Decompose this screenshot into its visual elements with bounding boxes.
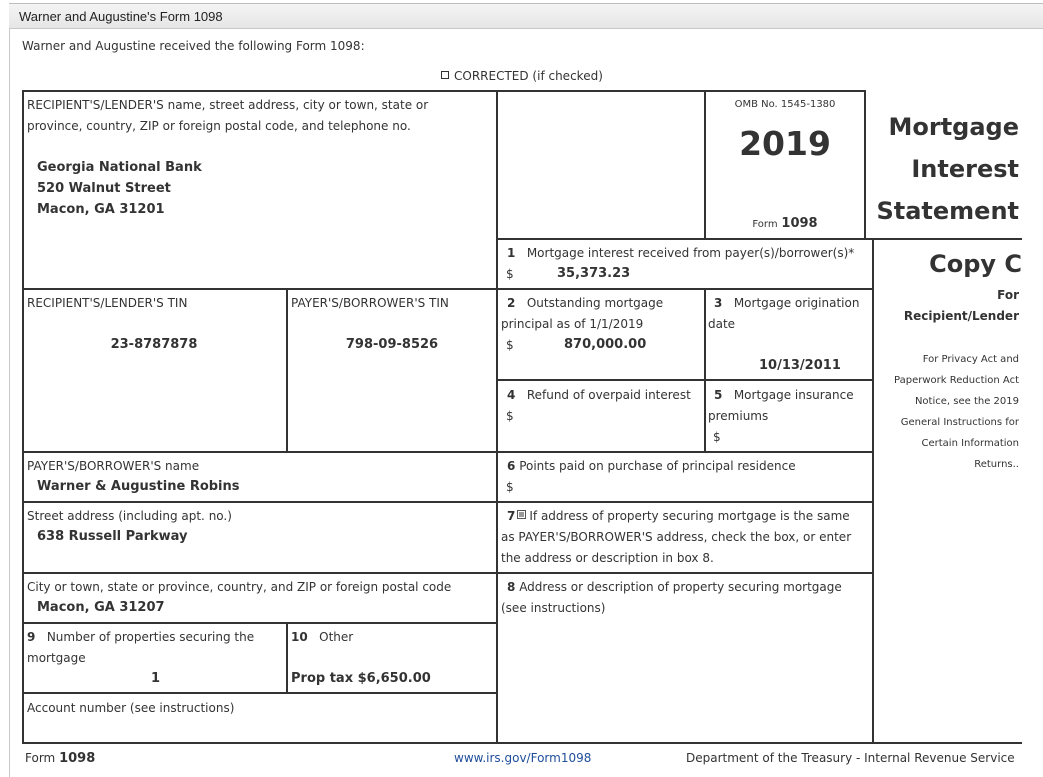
footer-department: Department of the Treasury - Internal Revenue Service — [686, 751, 1015, 765]
box1-value: 35,373.23 — [557, 266, 631, 281]
box8-number: 8 — [507, 580, 516, 594]
notice-line5: Certain Information — [921, 438, 1019, 449]
recipient-label-line1: RECIPIENT'S/LENDER'S name, street address, city or town, state or — [27, 98, 429, 112]
box2-dollar: $ — [506, 338, 514, 352]
box10-number: 10 — [291, 630, 308, 644]
city-state-label: City or town, state or province, country, and ZIP or foreign postal code — [27, 580, 452, 594]
payer-name-value: Warner & Augustine Robins — [37, 479, 240, 494]
box10-label — [291, 627, 353, 648]
account-number-label: Account number (see instructions) — [27, 701, 235, 715]
payer-name-label: PAYER'S/BORROWER'S name — [27, 459, 200, 473]
box6-label — [507, 456, 796, 477]
box7-number: 7 — [507, 509, 516, 523]
box2-text-line2: principal as of 1/1/2019 — [501, 317, 644, 331]
box1-dollar: $ — [506, 267, 514, 281]
box5-number: 5 — [714, 388, 723, 402]
box6-dollar: $ — [506, 480, 514, 494]
recipient-name: Georgia National Bank — [37, 160, 202, 175]
recipient-tin-value: 23-8787878 — [110, 337, 198, 352]
notice-line1: For Privacy Act and — [922, 354, 1019, 365]
copy-recipient: Recipient/Lender — [903, 309, 1019, 323]
box10-text: Other — [319, 630, 354, 644]
irs-form-link[interactable]: www.irs.gov/Form1098 — [454, 751, 592, 765]
recipient-street: 520 Walnut Street — [37, 181, 171, 196]
box7-line1: If address of property securing mortgage is the same — [529, 509, 850, 523]
recipient-label-line2: province, country, ZIP or foreign postal code, and telephone no. — [27, 119, 411, 133]
box7-line2: as PAYER'S/BORROWER'S address, check the box, or enter — [501, 530, 852, 544]
box7-label — [507, 506, 850, 527]
box3-text-line2: date — [708, 317, 736, 331]
box9-value: 1 — [151, 671, 161, 686]
box10-value: Prop tax $6,650.00 — [291, 671, 431, 686]
box9-text-line2: mortgage — [27, 651, 86, 665]
form-title-line3: Statement — [876, 197, 1019, 225]
notice-line6: Returns.. — [974, 459, 1019, 470]
form-title-line1: Mortgage — [888, 113, 1019, 141]
payer-tin-label: PAYER'S/BORROWER'S TIN — [291, 296, 449, 310]
box6-number: 6 — [507, 459, 516, 473]
intro-text: Warner and Augustine received the following Form 1098: — [22, 39, 365, 53]
box5-label — [714, 385, 854, 406]
box4-text: Refund of overpaid interest — [526, 388, 691, 402]
copy-title: Copy C — [929, 250, 1022, 278]
payer-tin-value: 798-09-8526 — [345, 337, 439, 352]
box2-text-line1: Outstanding mortgage — [526, 296, 664, 310]
window-titlebar — [9, 3, 1043, 29]
left-border — [9, 29, 10, 777]
box3-label — [714, 293, 859, 314]
box4-dollar: $ — [506, 409, 514, 423]
box1-text: Mortgage interest received from payer(s)/borrower(s)* — [526, 246, 855, 260]
corrected-label: CORRECTED (if checked) — [454, 69, 603, 83]
box5-text-line1: Mortgage insurance — [733, 388, 854, 402]
box1-label — [507, 243, 854, 264]
box2-number: 2 — [507, 296, 516, 310]
city-state-value: Macon, GA 31207 — [37, 600, 165, 615]
window-title: Warner and Augustine's Form 1098 — [19, 9, 223, 24]
street-address-value: 638 Russell Parkway — [37, 529, 188, 544]
street-address-label: Street address (including apt. no.) — [27, 509, 232, 523]
tax-year: 2019 — [739, 124, 831, 163]
box8-text-line1: Address or description of property securing mortgage — [519, 580, 842, 594]
form-id-box — [706, 216, 864, 231]
footer-form-id — [25, 751, 95, 766]
box4-number: 4 — [507, 388, 516, 402]
box3-number: 3 — [714, 296, 723, 310]
footer-form-label: Form — [25, 751, 56, 765]
box5-text-line2: premiums — [708, 409, 769, 423]
box7-checkbox[interactable] — [517, 510, 526, 519]
box9-number: 9 — [27, 630, 36, 644]
corrected-checkbox — [441, 71, 449, 79]
privacy-notice — [874, 349, 1019, 475]
box8-text-line2: (see instructions) — [501, 601, 606, 615]
notice-line4: General Instructions for — [900, 417, 1019, 428]
corrected-indicator — [441, 66, 603, 87]
recipient-tin-label: RECIPIENT'S/LENDER'S TIN — [27, 296, 188, 310]
recipient-city: Macon, GA 31201 — [37, 202, 165, 217]
box7-line3: the address or description in box 8. — [501, 551, 714, 565]
box1-number: 1 — [507, 246, 516, 260]
box9-text-line1: Number of properties securing the — [46, 630, 255, 644]
box4-label — [507, 385, 691, 406]
form-title-line2: Interest — [911, 155, 1019, 183]
omb-number: OMB No. 1545-1380 — [734, 99, 836, 110]
box3-value: 10/13/2011 — [759, 358, 841, 373]
box5-dollar: $ — [713, 430, 721, 444]
footer-form-number: 1098 — [59, 751, 96, 766]
box9-label — [27, 627, 254, 648]
form-title — [868, 106, 1019, 232]
box3-text-line1: Mortgage origination — [733, 296, 860, 310]
form-id-number: 1098 — [781, 216, 818, 231]
box8-label — [507, 577, 842, 598]
copy-for: For — [997, 288, 1019, 302]
box2-value: 870,000.00 — [564, 337, 647, 352]
form-id-label: Form — [752, 219, 778, 230]
box2-label — [507, 293, 663, 314]
box6-text: Points paid on purchase of principal residence — [519, 459, 796, 473]
notice-line3: Notice, see the 2019 — [914, 396, 1019, 407]
notice-line2: Paperwork Reduction Act — [894, 375, 1019, 386]
